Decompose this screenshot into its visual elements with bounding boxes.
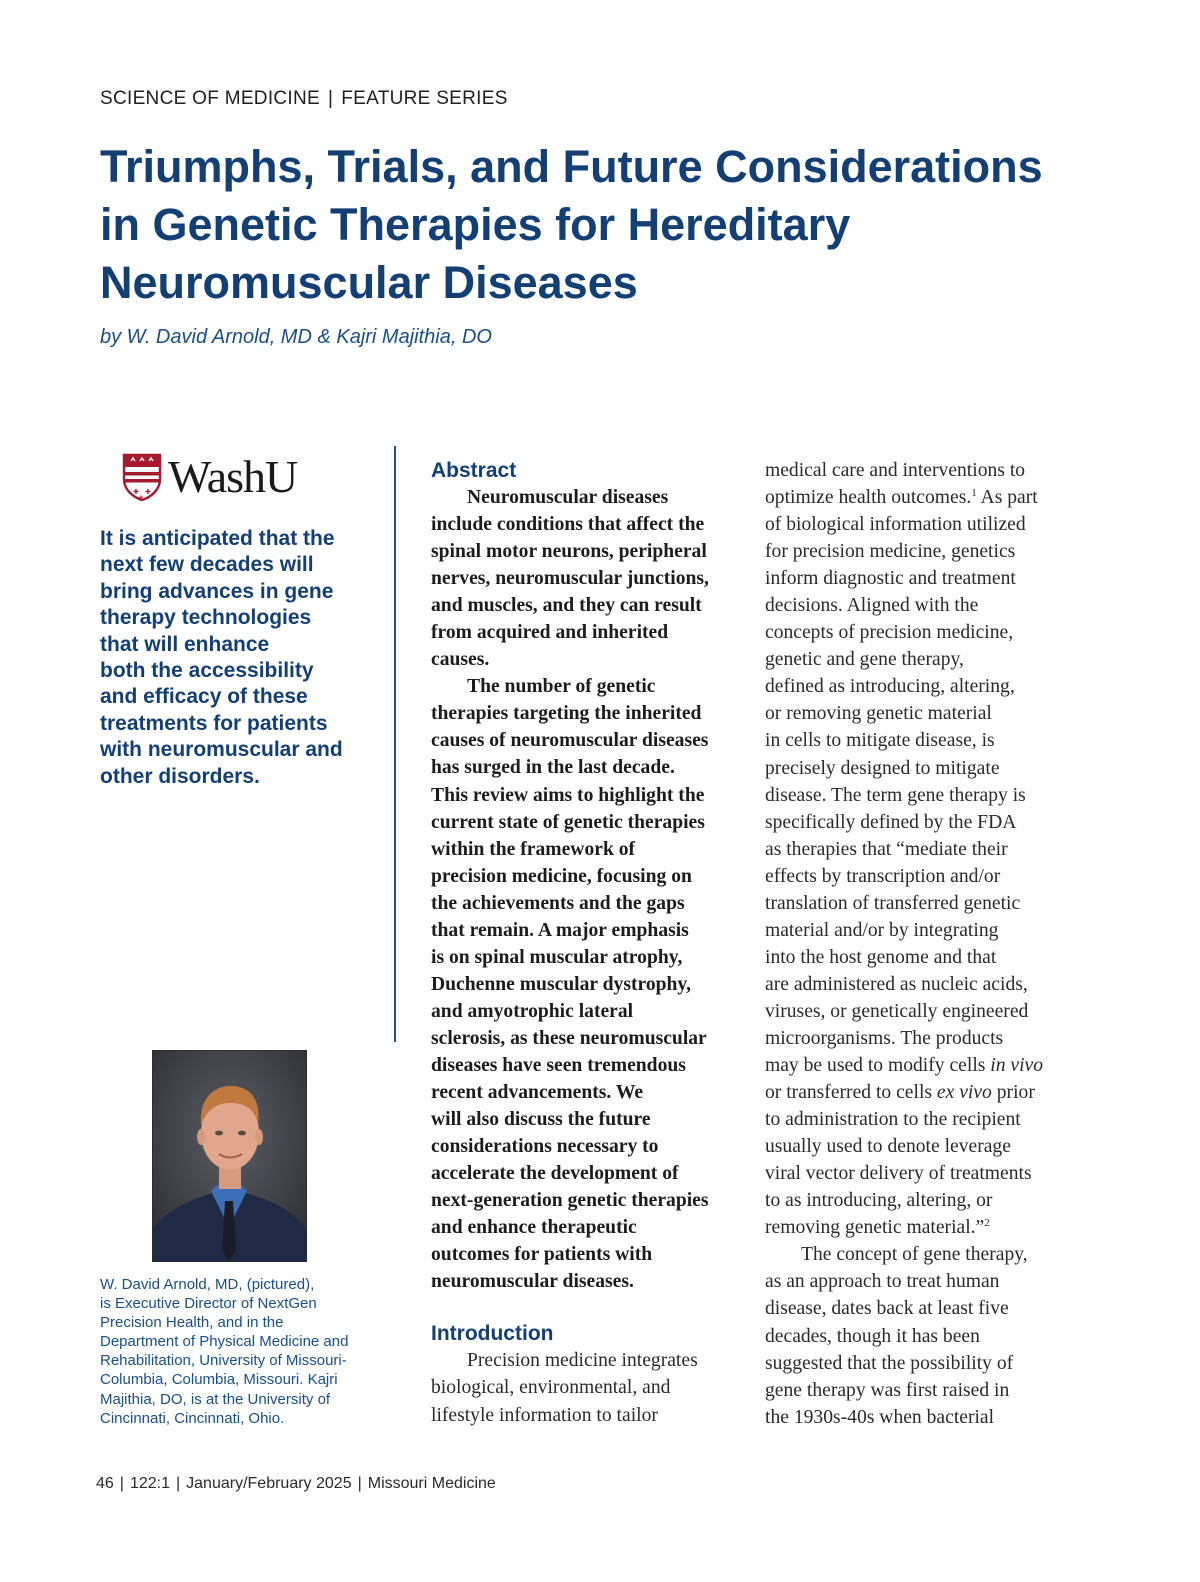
byline: by W. David Arnold, MD & Kajri Majithia, DO (100, 326, 492, 348)
text-line: next-generation genetic therapies (431, 1190, 709, 1212)
text-line: as an approach to treat human (765, 1271, 1000, 1293)
text-line: The number of genetic (467, 676, 656, 698)
text-line: removing genetic material.” (765, 1217, 985, 1239)
text-line: to as introducing, altering, or (765, 1190, 993, 1212)
text-line: recent advancements. We (431, 1082, 644, 1104)
caption-line: Rehabilitation, University of Missouri- (100, 1352, 347, 1370)
text-line: from acquired and inherited (431, 622, 669, 644)
article-title (100, 138, 1110, 312)
pull-quote-line: bring advances in gene (100, 579, 334, 603)
footer-separator: | (119, 1475, 124, 1492)
text-line: prior (991, 1082, 1035, 1104)
issue-date: January/February 2025 (186, 1475, 352, 1492)
text-line: therapies targeting the inherited (431, 703, 702, 725)
introduction-paragraph (431, 1347, 743, 1428)
author-caption (100, 1275, 400, 1428)
introduction-heading: Introduction (431, 1322, 554, 1346)
text-line: gene therapy was first raised in (765, 1379, 1010, 1401)
pull-quote (100, 526, 370, 790)
text-line: disease, dates back at least five (765, 1298, 1009, 1320)
text-line: neuromuscular diseases. (431, 1271, 634, 1293)
text-line: lifestyle information to tailor (431, 1404, 658, 1426)
text-line: causes. (431, 649, 490, 671)
text-line: precision medicine, focusing on (431, 865, 692, 887)
text-line: inform diagnostic and treatment (765, 568, 1016, 590)
pull-quote-line: therapy technologies (100, 606, 312, 630)
text-line: material and/or by integrating (765, 919, 999, 941)
kicker-separator: | (328, 88, 334, 109)
text-line: to administration to the recipient (765, 1109, 1021, 1131)
text-line: are administered as nucleic acids, (765, 973, 1028, 995)
text-line: that remain. A major emphasis (431, 919, 689, 941)
text-line: concepts of precision medicine, (765, 622, 1014, 644)
text-line: is on spinal muscular atrophy, (431, 946, 683, 968)
text-line: The concept of gene therapy, (801, 1244, 1028, 1266)
text-line: sclerosis, as these neuromuscular (431, 1027, 707, 1049)
text-line: current state of genetic therapies (431, 811, 705, 833)
text-line: of biological information utilized (765, 514, 1026, 536)
pull-quote-line: both the accessibility (100, 659, 314, 683)
body-paragraph (765, 457, 1077, 1241)
text-line: As part (976, 487, 1038, 509)
text-line: defined as introducing, altering, (765, 676, 1015, 698)
pull-quote-line: next few decades will (100, 553, 314, 577)
text-line: and muscles, and they can result (431, 595, 702, 617)
text-line: and amyotrophic lateral (431, 1000, 634, 1022)
text-line: Duchenne muscular dystrophy, (431, 973, 692, 995)
volume-issue: 122:1 (129, 1475, 170, 1492)
footnote-ref: 2 (984, 1217, 990, 1230)
text-line: or transferred to cells (765, 1082, 937, 1104)
caption-line: Precision Health, and in the (100, 1314, 284, 1332)
text-line: medical care and interventions to (765, 460, 1026, 481)
shield-icon (122, 453, 162, 501)
author-portrait-image (153, 1051, 306, 1261)
pull-quote-line: that will enhance (100, 632, 270, 656)
text-line: as therapies that “mediate their (765, 838, 1008, 860)
pull-quote-line: It is anticipated that the (100, 527, 335, 550)
abstract-heading: Abstract (431, 459, 517, 482)
column-divider (394, 446, 396, 1042)
series-name: FEATURE SERIES (341, 88, 508, 109)
text-line: precisely designed to mitigate (765, 757, 1000, 779)
svg-text:✚: ✚ (145, 488, 151, 496)
text-line: into the host genome and that (765, 946, 997, 968)
text-line: viruses, or genetically engineered (765, 1000, 1029, 1022)
washu-logo (122, 452, 318, 504)
svg-text:✚: ✚ (133, 488, 139, 496)
title-line: Triumphs, Trials, and Future Considerations (100, 141, 1043, 192)
text-line: effects by transcription and/or (765, 865, 1001, 887)
text-line: for precision medicine, genetics (765, 541, 1016, 563)
text-line: translation of transferred genetic (765, 892, 1021, 914)
italic-term: in vivo (990, 1055, 1044, 1077)
text-line: and enhance therapeutic (431, 1217, 637, 1239)
text-line: has surged in the last decade. (431, 757, 675, 779)
footer-separator: | (176, 1475, 181, 1492)
text-line: Precision medicine integrates (467, 1350, 698, 1372)
page-footer (96, 1475, 496, 1493)
text-line: usually used to denote leverage (765, 1136, 1011, 1158)
body-paragraph (765, 1241, 1077, 1430)
italic-term: ex vivo (936, 1082, 992, 1104)
text-line: microorganisms. The products (765, 1027, 1004, 1049)
text-line: will also discuss the future (431, 1109, 651, 1131)
caption-line: W. David Arnold, MD, (pictured), (100, 1276, 315, 1293)
title-line: Neuromuscular Diseases (100, 257, 638, 308)
text-line: diseases have seen tremendous (431, 1054, 686, 1076)
abstract-paragraph (431, 484, 743, 673)
caption-line: is Executive Director of NextGen (100, 1295, 317, 1313)
pull-quote-line: with neuromuscular and (100, 738, 343, 762)
abstract-paragraph (431, 673, 743, 1295)
text-line: the 1930s-40s when bacterial (765, 1406, 995, 1428)
text-line: decades, though it has been (765, 1325, 980, 1347)
text-line: disease. The term gene therapy is (765, 784, 1026, 806)
text-line: suggested that the possibility of (765, 1352, 1014, 1374)
text-line: in cells to mitigate disease, is (765, 730, 995, 752)
logo-wordmark: WashU (168, 451, 298, 502)
title-line: in Genetic Therapies for Hereditary (100, 199, 851, 250)
body-column-right (765, 457, 1077, 1431)
journal-name: Missouri Medicine (367, 1475, 496, 1492)
text-line: spinal motor neurons, peripheral (431, 541, 707, 563)
text-line: optimize health outcomes. (765, 487, 972, 509)
text-line: include conditions that affect the (431, 514, 705, 536)
caption-line: Cincinnati, Cincinnati, Ohio. (100, 1409, 285, 1427)
text-line: causes of neuromuscular diseases (431, 730, 709, 752)
text-line: genetic and gene therapy, (765, 649, 964, 671)
page-number: 46 (96, 1475, 114, 1492)
pull-quote-line: and efficacy of these (100, 685, 308, 709)
section-kicker (100, 88, 508, 110)
text-line: the achievements and the gaps (431, 892, 685, 914)
pull-quote-line: other disorders. (100, 764, 260, 788)
text-line: outcomes for patients with (431, 1244, 653, 1266)
text-line: decisions. Aligned with the (765, 595, 979, 617)
text-line: considerations necessary to (431, 1136, 659, 1158)
footnote-ref: 1 (971, 487, 977, 500)
text-line: This review aims to highlight the (431, 784, 705, 806)
section-name: SCIENCE OF MEDICINE (100, 88, 320, 109)
author-photo (152, 1050, 307, 1262)
text-line: biological, environmental, and (431, 1377, 671, 1399)
caption-line: Majithia, DO, is at the University of (100, 1390, 331, 1408)
svg-text:✚: ✚ (139, 495, 144, 501)
text-line: viral vector delivery of treatments (765, 1163, 1032, 1185)
pull-quote-line: treatments for patients (100, 711, 328, 735)
caption-line: Columbia, Columbia, Missouri. Kajri (100, 1371, 338, 1389)
caption-line: Department of Physical Medicine and (100, 1333, 349, 1351)
text-line: nerves, neuromuscular junctions, (431, 568, 709, 590)
text-line: within the framework of (431, 838, 636, 860)
abstract-column (431, 457, 743, 1429)
text-line: accelerate the development of (431, 1163, 679, 1185)
text-line: may be used to modify cells (765, 1055, 991, 1077)
text-line: or removing genetic material (765, 703, 992, 725)
text-line: specifically defined by the FDA (765, 811, 1017, 833)
footer-separator: | (357, 1475, 362, 1492)
text-line: Neuromuscular diseases (467, 487, 669, 508)
